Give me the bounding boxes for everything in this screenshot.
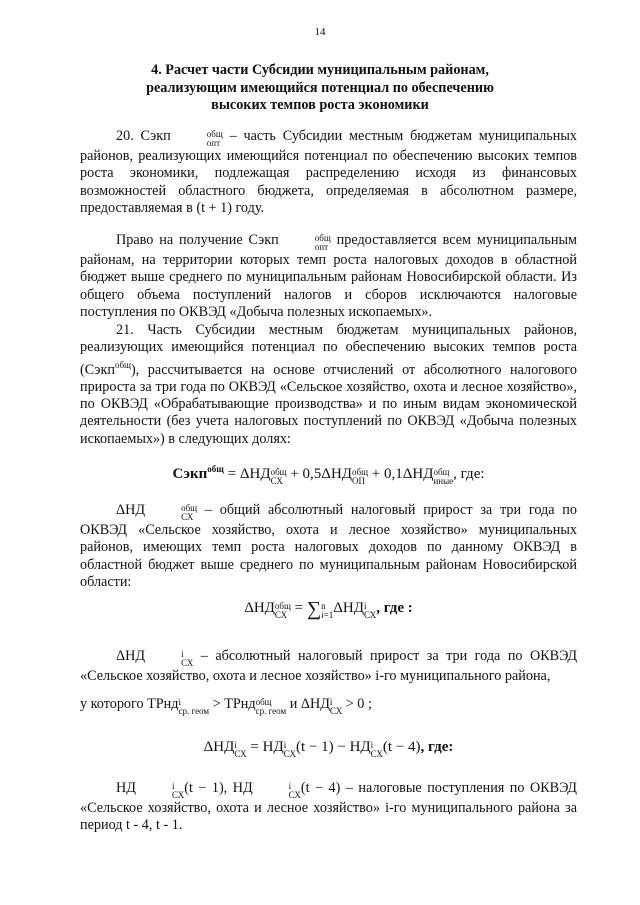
term-base: НД xyxy=(262,739,284,755)
term-sup: общ xyxy=(352,467,369,477)
paragraph-number: 20. xyxy=(116,128,134,144)
symbol-superscript: общ xyxy=(255,697,272,707)
symbol-indices xyxy=(279,234,331,252)
symbol-superscript: общ xyxy=(314,233,331,243)
symbol-superscript: общ xyxy=(181,503,198,513)
formula-plus-coef-1: + 0,5 xyxy=(286,466,322,482)
formula-lhs-indices xyxy=(275,602,291,620)
term-sub: СХ xyxy=(283,749,296,759)
lhs-sup: i xyxy=(234,740,237,750)
symbol-superscript: i xyxy=(329,697,333,707)
symbol-delta-nd-sh-i xyxy=(116,648,194,668)
symbol-arg: (t − 1) xyxy=(184,780,224,796)
symbol-superscript: i xyxy=(288,781,292,791)
symbol-subscript: СХ xyxy=(181,658,194,668)
formula-equals: = xyxy=(246,739,263,755)
formula-lhs xyxy=(244,600,291,620)
symbol-superscript: i xyxy=(181,649,184,659)
symbol-sekp-opt xyxy=(248,232,331,252)
page-number: 14 xyxy=(314,26,326,38)
definition-nd-periods xyxy=(80,780,577,835)
paragraph-text: – часть Субсидии местным бюджетам муниципальных районов, реализующих имеющийся потенциал по обеспечению высоких темпов роста экономики, подлежащая распределению исходя из финансовых возможностей областного бюджета, определяемая в абсолютном размере, предоставляемая в (t + 1) году. xyxy=(80,128,577,216)
symbol-indices xyxy=(330,698,342,716)
term-sub: ОП xyxy=(352,476,366,486)
formula-total-subsidy xyxy=(80,458,577,486)
lhs-sub: СХ xyxy=(234,749,247,759)
formula-lhs-sup: общ xyxy=(207,464,224,474)
lhs-sup: общ xyxy=(274,601,291,611)
symbol-nd-t4 xyxy=(232,780,341,800)
term-sup: i xyxy=(370,740,374,750)
paragraph-text-a: 21. Часть Субсидии местным бюджетам муниципальных районов, реализующих имеющийся потенциал по обеспечению высоких темпов роста (Сэкп xyxy=(80,322,577,378)
section-title-line-2: реализующим имеющийся потенциал по обеспечению xyxy=(146,79,494,96)
formula-lhs xyxy=(203,739,247,759)
term-sup: общ xyxy=(270,467,287,477)
definition-delta-nd-sh-total xyxy=(80,502,577,591)
symbol-subscript: ср. геом xyxy=(178,706,210,716)
term-sub: иные xyxy=(433,476,454,486)
paragraph-text-a: Право на получение xyxy=(116,232,249,248)
formula-where: , где : xyxy=(376,600,413,616)
condition-intro: у которого xyxy=(80,696,148,712)
formula-plus-coef-2: + 0,1 xyxy=(368,466,403,482)
formula-sum xyxy=(80,597,577,620)
symbol-subscript: ср. геом xyxy=(255,706,287,716)
condition-end: ; xyxy=(364,696,372,712)
condition-gt-zero: > 0 xyxy=(342,696,365,712)
symbol-superscript: i xyxy=(171,781,175,791)
section-title-line-3: высоких темпов роста экономики xyxy=(211,97,429,113)
term-arg: (t − 4) xyxy=(382,739,421,755)
term-base: ΔНД xyxy=(333,600,364,616)
symbol-base: НД xyxy=(116,780,136,796)
formula-delta-i xyxy=(80,736,577,759)
symbol-base: ТРнд xyxy=(224,696,256,712)
symbol-subscript: СХ xyxy=(171,790,185,800)
symbol-base: ΔНД xyxy=(300,696,330,712)
term-base: НД xyxy=(349,739,371,755)
formula-lhs-indices xyxy=(234,741,246,759)
term-indices xyxy=(433,468,453,486)
term-indices xyxy=(364,602,376,620)
symbol-indices xyxy=(253,782,301,800)
symbol-indices xyxy=(171,130,223,148)
formula-term-a xyxy=(262,739,334,759)
symbol-indices xyxy=(145,650,193,668)
definition-condition xyxy=(80,696,577,716)
symbol-delta-nd-sh-i xyxy=(300,696,343,716)
formula-lhs-base: ΔНД xyxy=(203,739,235,755)
symbol-sekp-opt xyxy=(140,128,223,148)
sum-limits xyxy=(321,602,333,620)
symbol-delta-nd-sh xyxy=(116,502,198,522)
symbol-indices xyxy=(136,782,184,800)
formula-equals: = xyxy=(223,466,240,482)
sum-lower: i=1 xyxy=(321,610,334,620)
term-sub: СХ xyxy=(363,610,377,620)
condition-and: и xyxy=(286,696,301,712)
formula-lhs-base: Сэкп xyxy=(172,466,208,482)
symbol-superscript: i xyxy=(178,697,182,707)
term-sub: СХ xyxy=(270,476,283,486)
formula-term-3 xyxy=(402,466,454,486)
formula-where: , где: xyxy=(420,739,454,755)
symbol-tr-total xyxy=(224,696,287,716)
symbol-indices xyxy=(256,698,287,716)
symbol-subscript: опт xyxy=(314,242,328,252)
paragraph-21 xyxy=(80,322,577,448)
symbol-indices xyxy=(145,504,197,522)
formula-term-2 xyxy=(321,466,369,486)
symbol-subscript: опт xyxy=(206,138,221,148)
symbol-base: ТРнд xyxy=(147,696,179,712)
paragraph-right xyxy=(80,232,577,321)
term-base: ΔНД xyxy=(321,466,353,482)
sum-upper: n xyxy=(321,601,326,611)
term-sup: общ xyxy=(433,467,450,477)
paragraph-text-b: ), рассчитывается на основе отчислений от абсолютного налогового прироста за три года по ОКВЭД «Сельское хозяйство, охота и лесное хозяйство», по ОКВЭД «Обрабатывающие производства» и по иным видам экономической деятельности (без учета налоговых поступлений по ОКВЭД «Добыча полезных ископаемых») в следующих долях: xyxy=(80,361,577,447)
formula-lhs-base: ΔНД xyxy=(244,600,275,616)
symbol-nd-t1 xyxy=(116,780,224,800)
symbol-arg: (t − 4) xyxy=(300,780,341,796)
symbol-base: НД xyxy=(232,780,253,796)
definition-text: – абсолютный налоговый прирост за три года по ОКВЭД «Сельское хозяйство, охота и лесное хозяйство» i-го муниципального района, xyxy=(80,648,577,684)
term-sup: i xyxy=(283,740,287,750)
paragraph-20 xyxy=(80,128,577,217)
formula-equals: = xyxy=(290,600,307,616)
condition-gt: > xyxy=(209,696,225,712)
definition-delta-nd-sh-i xyxy=(80,648,577,685)
symbol-superscript: общ xyxy=(114,359,131,370)
symbol-subscript: СХ xyxy=(181,512,194,522)
definition-text: – налоговые поступления по ОКВЭД «Сельское хозяйство, охота и лесное хозяйство» i-го муниципального района за период t - 4, t - 1. xyxy=(80,780,577,834)
term-base: ΔНД xyxy=(239,466,271,482)
term-sup: i xyxy=(363,601,367,611)
symbol-base: ΔНД xyxy=(116,648,146,664)
term-indices xyxy=(352,468,368,486)
formula-lhs xyxy=(172,466,223,482)
formula-where: , где: xyxy=(453,466,485,482)
term-sub: СХ xyxy=(370,749,383,759)
lhs-sub: СХ xyxy=(274,610,288,620)
sum-symbol: ∑ xyxy=(306,598,322,620)
section-title-line-1: 4. Расчет части Субсидии муниципальным районам, xyxy=(151,62,489,78)
symbol-separator: , xyxy=(223,780,233,796)
symbol-superscript: общ xyxy=(206,129,223,139)
formula-term xyxy=(333,600,377,620)
symbol-base: Сэкп xyxy=(248,232,279,248)
term-indices xyxy=(271,468,287,486)
term-arg: (t − 1) xyxy=(295,739,334,755)
formula-minus: − xyxy=(333,739,350,755)
symbol-base: Сэкп xyxy=(140,128,171,144)
symbol-subscript: СХ xyxy=(288,790,301,800)
symbol-base: ΔНД xyxy=(116,502,146,518)
formula-term-1 xyxy=(239,466,287,486)
term-base: ΔНД xyxy=(402,466,434,482)
definition-text: – общий абсолютный налоговый прирост за три года по ОКВЭД «Сельское хозяйство, охота и лесное хозяйство» муниципальных районов, имеющих темп роста налоговых доходов по данному ОКВЭД в областной бюджет выше среднего по муниципальным районам Новосибирской области: xyxy=(80,502,577,590)
paragraph-text-b: предоставляется всем муниципальным районам, на территории которых темп роста налоговых доходов в областной бюджет выше среднего по муниципальным районам Новосибирской области. Из общего объема поступлений налогов и сборов исключаются налоговые поступления по ОКВЭД «Добыча полезных ископаемых». xyxy=(80,232,577,320)
term-indices xyxy=(284,741,296,759)
term-indices xyxy=(371,741,383,759)
symbol-subscript: СХ xyxy=(329,706,343,716)
symbol-indices xyxy=(179,698,210,716)
formula-term-b xyxy=(349,739,421,759)
section-title xyxy=(80,62,560,115)
symbol-tr-i xyxy=(147,696,210,716)
